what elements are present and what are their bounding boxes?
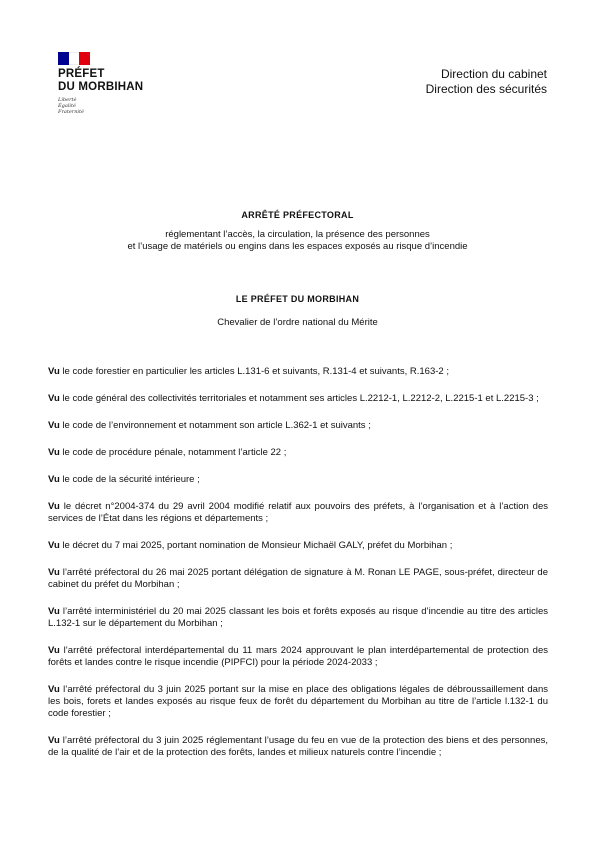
prefet-distinction: Chevalier de l’ordre national du Mérite [217,317,378,328]
service-line-1: Direction du cabinet [440,67,547,81]
visa-item [48,366,548,378]
visa-item [48,420,548,432]
visa-keyword: Vu [48,447,60,458]
motto-fraternite: Fraternité [58,109,84,115]
prefet-title: LE PRÉFET DU MORBIHAN [235,294,360,304]
visa-text: l’arrêté préfectoral du 3 juin 2025 portant sur la mise en place des obligations légales de débroussaillement dans les bois, forets et landes exposés au risque feux de forêt du département du Morbihan au titre de l’article l.132-1 du code forestier ; [48,684,548,719]
motto-liberte: Liberté [58,97,77,103]
visa-text: l’arrêté préfectoral interdépartemental du 11 mars 2024 approuvant le plan interdépartemental de protection des forêts et landes contre le risque incendie (PIPFCI) pour la période 2024-2033 ; [48,645,548,668]
visa-item [48,474,548,486]
subject-line-2: et l’usage de matériels ou engins dans les espaces exposés au risque d’incendie [127,241,468,252]
decree-title-block [40,210,555,253]
visa-keyword: Vu [48,474,60,485]
visa-item [48,567,548,591]
visa-keyword: Vu [48,501,60,512]
prefet-block [40,294,555,328]
visa-text: le décret n°2004-374 du 29 avril 2004 modifié relatif aux pouvoirs des préfets, à l’organisation et à l’action des services de l’État dans les régions et départements ; [48,501,548,524]
visa-item [48,735,548,759]
visa-item [48,606,548,630]
logo-line-2: DU MORBIHAN [58,81,144,93]
visa-text: le décret du 7 mai 2025, portant nomination de Monsieur Michaël GALY, préfet du Morbihan ; [62,540,453,551]
visa-text: le code de l’environnement et notamment son article L.362-1 et suivants ; [62,420,371,431]
service-line-2: Direction des sécurités [425,81,547,96]
visa-keyword: Vu [48,420,60,431]
visa-item [48,447,548,459]
visa-keyword: Vu [48,735,60,746]
visa-item [48,393,548,405]
visa-keyword: Vu [48,684,60,695]
visa-text: l’arrêté préfectoral du 26 mai 2025 portant délégation de signature à M. Ronan LE PAGE, sous-préfet, directeur de cabinet du préfet du Morbihan ; [48,567,548,590]
visa-keyword: Vu [48,540,60,551]
republic-motto [58,97,168,115]
visa-item [48,540,548,552]
decree-subject [40,229,555,253]
visa-item [48,501,548,525]
visa-text: l’arrêté interministériel du 20 mai 2025 classant les bois et forêts exposés au risque d’incendie au titre des articles L.132-1 sur le département du Morbihan ; [48,606,548,629]
visa-keyword: Vu [48,393,60,404]
logo-line-1: PRÉFET [58,68,105,80]
motto-egalite: Égalité [58,103,76,109]
visa-item [48,684,548,720]
visa-list [48,366,548,774]
visa-keyword: Vu [48,366,60,377]
visa-text: l’arrêté préfectoral du 3 juin 2025 réglementant l’usage du feu en vue de la protection des biens et des personnes, de la qualité de l’air et de la protection des forêts, landes et milieux naturels contre l’incendie ; [48,735,548,758]
visa-keyword: Vu [48,567,60,578]
visa-keyword: Vu [48,645,60,656]
visa-text: le code de procédure pénale, notamment l’article 22 ; [62,447,287,458]
visa-item [48,645,548,669]
marianne-flag-icon [58,52,90,65]
decree-heading: ARRÊTÉ PRÉFECTORAL [241,210,354,220]
visa-text: le code général des collectivités territoriales et notamment ses articles L.2212-1, L.2212-2, L.2215-1 et L.2215-3 ; [62,393,539,404]
issuing-service [426,67,547,96]
visa-text: le code de la sécurité intérieure ; [62,474,200,485]
visa-text: le code forestier en particulier les articles L.131-6 et suivants, R.131-4 et suivants, R.163-2 ; [62,366,449,377]
subject-line-1: réglementant l’accès, la circulation, la présence des personnes [165,229,430,240]
visa-keyword: Vu [48,606,60,617]
prefecture-logo [58,52,168,115]
